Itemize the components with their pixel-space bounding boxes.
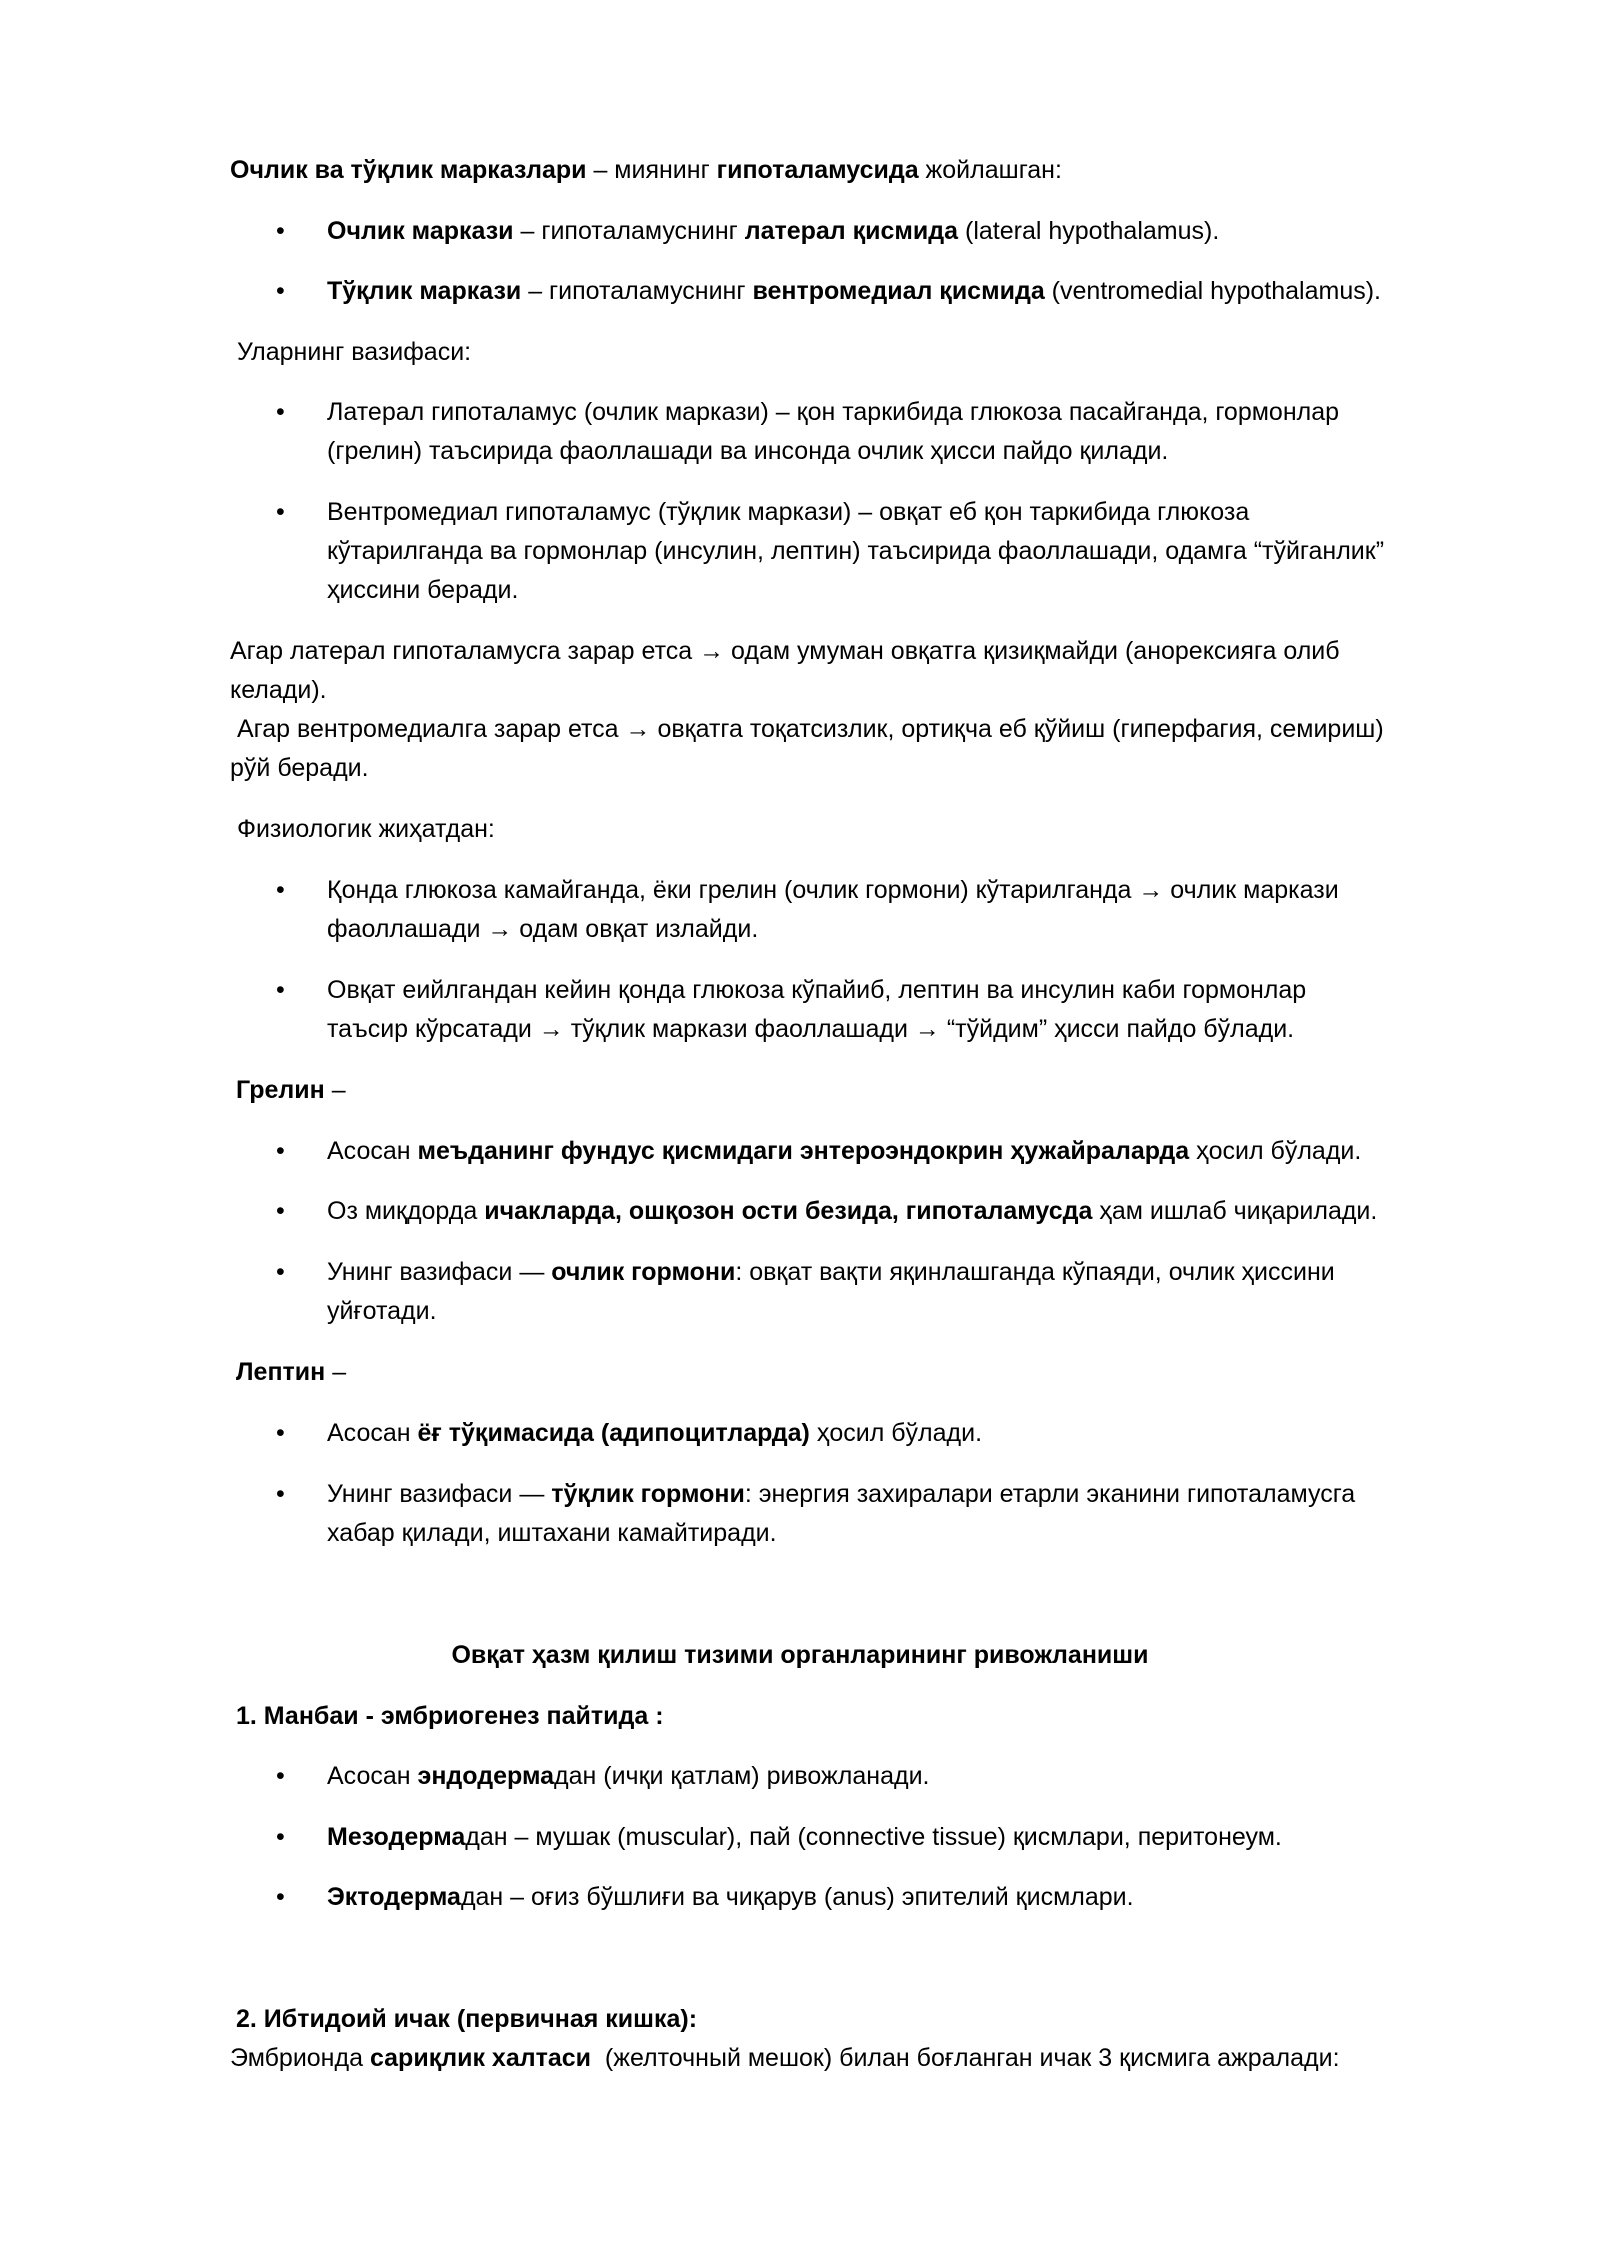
bold-term: эндодерма <box>417 1762 555 1790</box>
bullet-icon: • <box>276 976 285 1004</box>
text: (желточный мешок) билан боғланган ичак 3 қисмига ажралади: <box>591 2044 1340 2072</box>
subheading: 1. Манбаи - эмбриогенез пайтида : <box>236 1702 664 1730</box>
bullet-icon: • <box>276 1480 285 1508</box>
bold-term: ёғ тўқимасида (адипоцитларда) <box>417 1419 810 1447</box>
list-item <box>327 1136 1361 1166</box>
intro-paragraph <box>230 155 1062 185</box>
list-item-line: Овқат еийлгандан кейин қонда глюкоза кўпайиб, лептин ва инсулин каби гормонлар <box>327 976 1307 1004</box>
text: жойлашган: <box>918 156 1062 184</box>
text: (ventromedial hypothalamus). <box>1044 277 1382 305</box>
text: дан – мушак (muscular), пай (connective tissue) қисмлари, перитонеум. <box>465 1823 1282 1851</box>
bullet-icon: • <box>276 217 285 245</box>
subheading: 2. Ибтидоий ичак (первичная кишка): <box>236 2005 698 2033</box>
bold-term: Тўқлик маркази <box>327 277 522 305</box>
bullet-icon: • <box>276 1419 285 1447</box>
text: ҳосил бўлади. <box>809 1419 983 1447</box>
ghrelin-heading <box>236 1075 346 1105</box>
bold-term: Мезодерма <box>327 1823 466 1851</box>
bullet-icon: • <box>276 1137 285 1165</box>
list-item-line: Латерал гипоталамус (очлик маркази) – қон таркибида глюкоза пасайганда, гормонлар <box>327 398 1340 426</box>
bold-term: Очлик маркази <box>327 217 514 245</box>
list-item-line: хабар қилади, иштахани камайтиради. <box>327 1519 777 1547</box>
bullet-icon: • <box>276 1883 285 1911</box>
text: дан (ичқи қатлам) ривожланади. <box>554 1762 930 1790</box>
text: Оз миқдорда <box>327 1197 485 1225</box>
bold-term: гипоталамусида <box>716 156 919 184</box>
bold-term: ичакларда, ошқозон ости безида, гипоталамусда <box>484 1197 1093 1225</box>
bold-term: тўқлик гормони <box>551 1480 745 1508</box>
text: Унинг вазифаси — <box>327 1480 552 1508</box>
bold-term: очлик гормони <box>551 1258 736 1286</box>
list-item-line: фаоллашади → одам овқат излайди. <box>327 915 759 943</box>
list-item <box>327 1418 982 1448</box>
text: (lateral hypothalamus). <box>958 217 1220 245</box>
bullet-icon: • <box>276 398 285 426</box>
text: : энергия захиралари етарли эканини гипоталамусга <box>744 1480 1356 1508</box>
paragraph: Уларнинг вазифаси: <box>230 338 472 366</box>
bold-term: вентромедиал қисмида <box>752 277 1045 305</box>
text: : овқат вақти яқинлашганда кўпаяди, очлик ҳиссини <box>735 1258 1335 1286</box>
paragraph <box>230 2043 1340 2073</box>
bullet-icon: • <box>276 1823 285 1851</box>
bold-term: Лептин <box>236 1358 326 1386</box>
bold-term: меъданинг фундус қисмидаги энтероэндокрин ҳужайраларда <box>417 1137 1190 1165</box>
list-item-line: кўтарилганда ва гормонлар (инсулин, лептин) таъсирида фаоллашади, одамга “тўйганлик” <box>327 537 1385 565</box>
paragraph-line: Агар вентромедиалга зарар етса → овқатга тоқатсизлик, ортиқча еб қўйиш (гиперфагия, семириш) <box>230 715 1384 743</box>
bullet-icon: • <box>276 1258 285 1286</box>
bullet-icon: • <box>276 876 285 904</box>
list-item <box>327 1761 929 1791</box>
text: Асосан <box>327 1137 418 1165</box>
list-item <box>327 216 1219 246</box>
text: дан – оғиз бўшлиғи ва чиқарув (anus) эпителий қисмлари. <box>460 1883 1134 1911</box>
bullet-icon: • <box>276 1762 285 1790</box>
bold-term: Очлик ва тўқлик марказлари <box>230 156 587 184</box>
list-item <box>327 1822 1282 1852</box>
text: Унинг вазифаси — <box>327 1258 552 1286</box>
leptin-heading <box>236 1357 346 1387</box>
list-item-line: таъсир кўрсатади → тўқлик маркази фаоллашади → “тўйдим” ҳисси пайдо бўлади. <box>327 1015 1295 1043</box>
bold-term: сариқлик халтаси <box>369 2044 592 2072</box>
bullet-icon: • <box>276 498 285 526</box>
bullet-icon: • <box>276 1197 285 1225</box>
list-item-line: Вентромедиал гипоталамус (тўқлик маркази) – овқат еб қон таркибида глюкоза <box>327 498 1250 526</box>
text: – миянинг <box>586 156 717 184</box>
text: – гипоталамуснинг <box>521 277 753 305</box>
list-item <box>327 276 1381 306</box>
text: ҳосил бўлади. <box>1189 1137 1362 1165</box>
list-item <box>327 1257 1335 1287</box>
text: – <box>325 1358 347 1386</box>
text: – гипоталамуснинг <box>513 217 745 245</box>
bold-term: Эктодерма <box>327 1883 461 1911</box>
paragraph-line: рўй беради. <box>230 754 369 782</box>
paragraph: Физиологик жиҳатдан: <box>230 815 495 843</box>
paragraph-line: Агар латерал гипоталамусга зарар етса → одам умуман овқатга қизиқмайди (анорексияга олиб <box>230 637 1340 665</box>
list-item-line: Қонда глюкоза камайганда, ёки грелин (очлик гормони) кўтарилганда → очлик маркази <box>327 876 1339 904</box>
list-item <box>327 1479 1355 1509</box>
list-item <box>327 1196 1377 1226</box>
list-item-line: (грелин) таъсирида фаоллашади ва инсонда очлик ҳисси пайдо қилади. <box>327 437 1169 465</box>
text: Асосан <box>327 1762 418 1790</box>
text: ҳам ишлаб чиқарилади. <box>1092 1197 1378 1225</box>
list-item-line: ҳиссини беради. <box>327 576 519 604</box>
text: Эмбрионда <box>230 2044 370 2072</box>
bold-term: Грелин <box>236 1076 325 1104</box>
list-item <box>327 1882 1134 1912</box>
bullet-icon: • <box>276 277 285 305</box>
list-item-line: уйғотади. <box>327 1297 437 1325</box>
text: Асосан <box>327 1419 418 1447</box>
text: – <box>324 1076 346 1104</box>
paragraph-line: келади). <box>230 676 327 704</box>
bold-term: латерал қисмида <box>744 217 959 245</box>
section-title: Овқат ҳазм қилиш тизими органларининг ривожланиши <box>451 1641 1149 1669</box>
